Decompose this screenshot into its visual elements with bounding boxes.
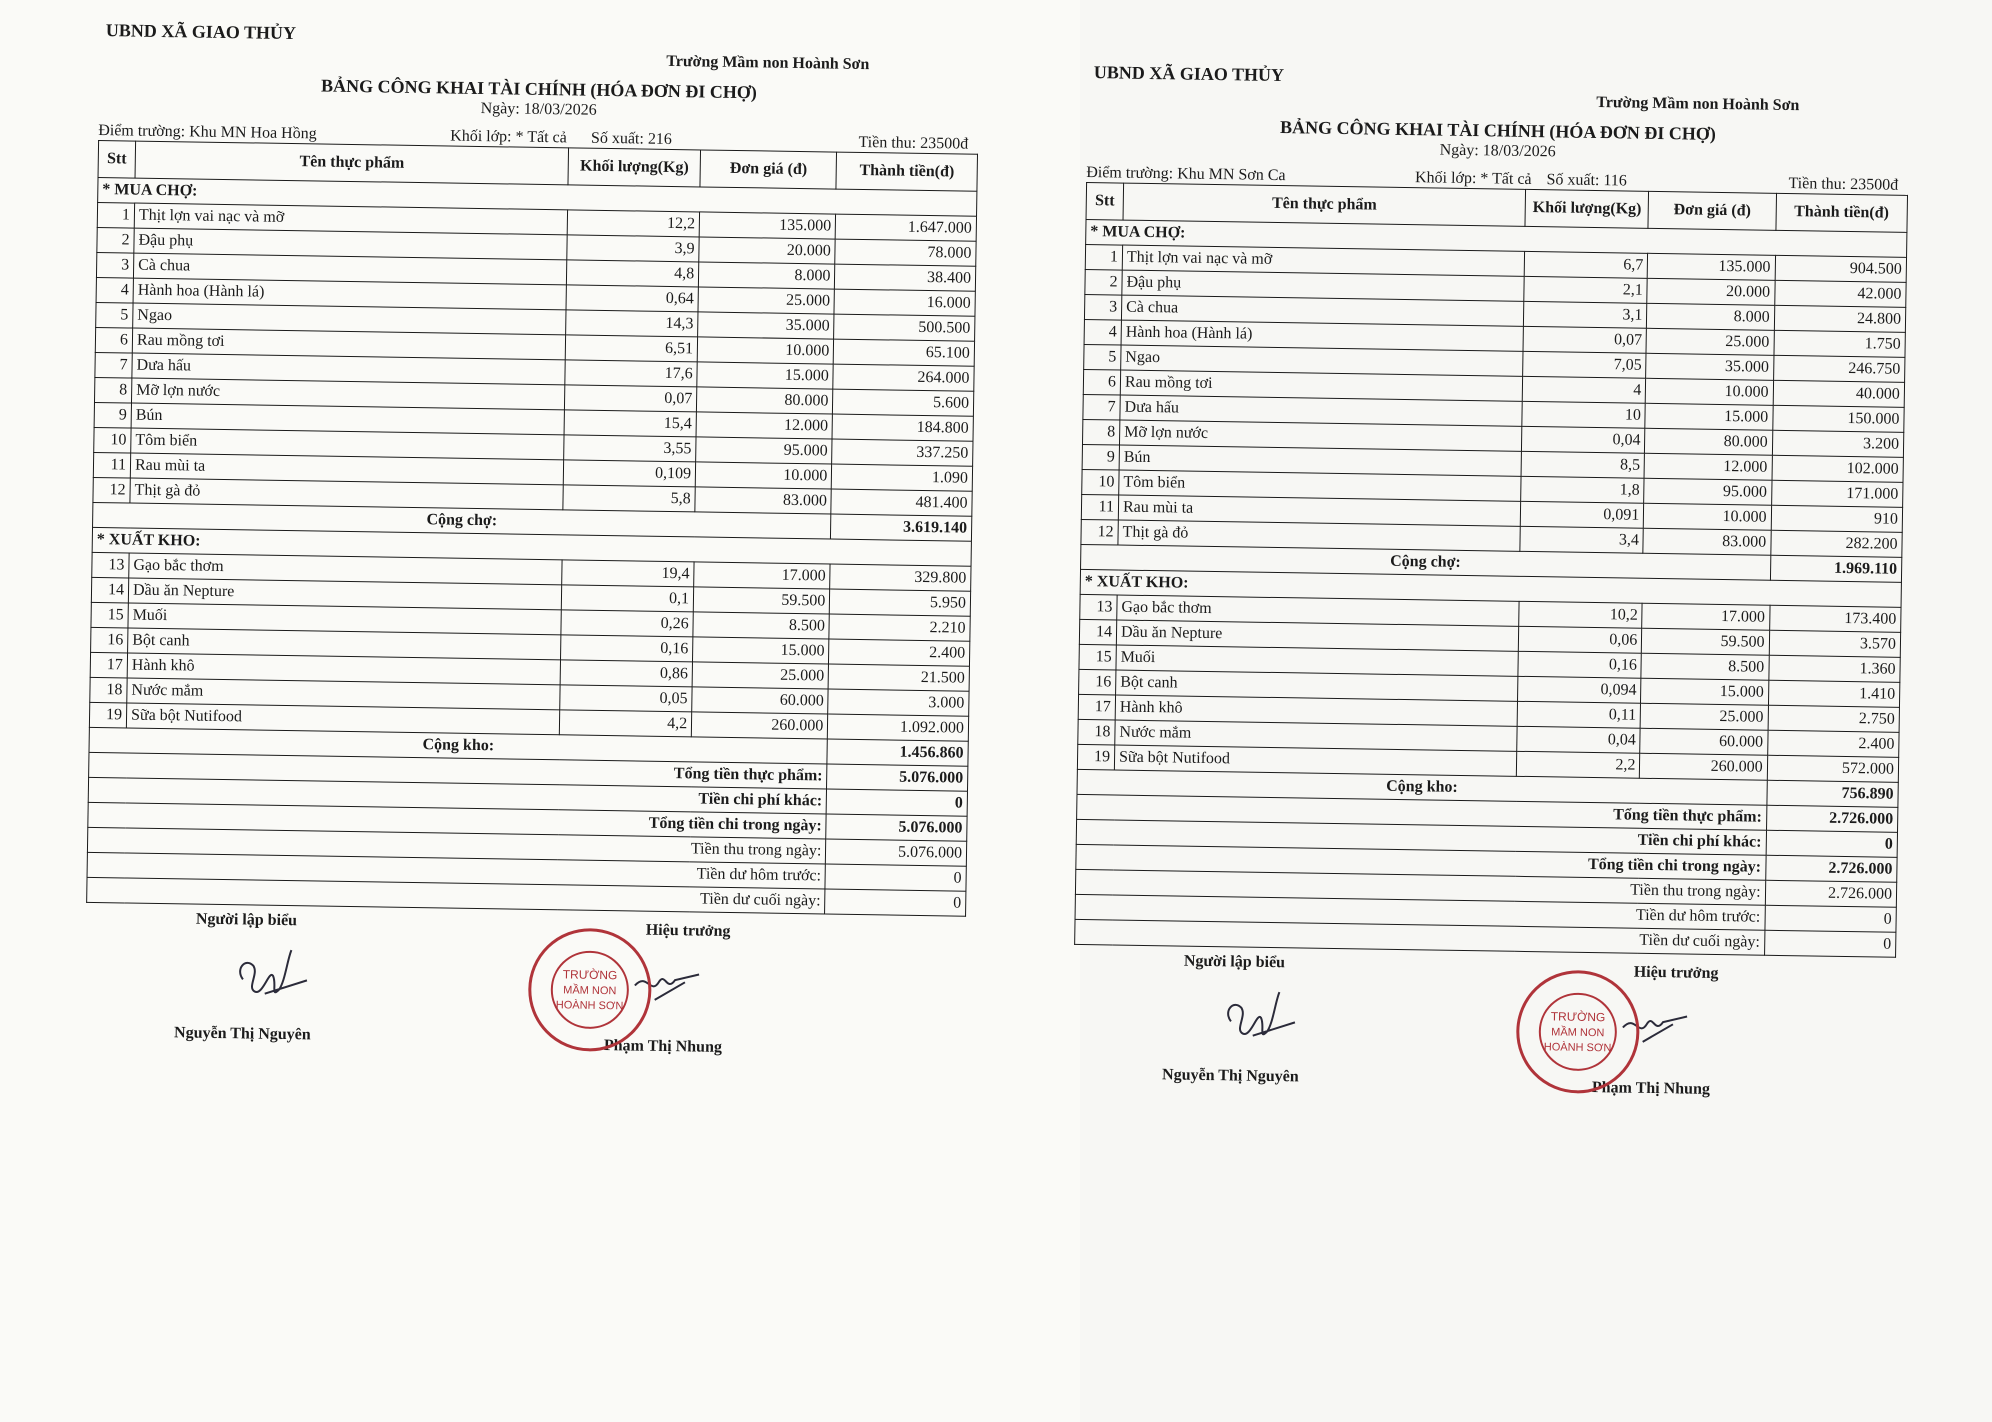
item-unit-price: 95.000: [696, 437, 833, 464]
campus-label: Điểm trường: Khu MN Sơn Ca: [1086, 163, 1286, 185]
item-quantity: 4,2: [560, 710, 692, 737]
item-quantity: 7,05: [1523, 351, 1647, 378]
item-amount: 1.750: [1774, 330, 1906, 357]
item-amount: 184.800: [832, 414, 973, 441]
fee-per-portion: Tiền thu: 23500đ: [858, 133, 969, 153]
item-quantity: 2,1: [1524, 276, 1648, 303]
item-name: Thịt gà đỏ: [1118, 520, 1521, 551]
item-unit-price: 35.000: [1646, 353, 1774, 380]
item-stt: 1: [1085, 244, 1122, 270]
summary-value: 5.076.000: [826, 814, 967, 841]
item-name: Mỡ lợn nước: [131, 378, 565, 410]
item-name: Dầu ăn Nepture: [1116, 620, 1519, 651]
item-stt: 14: [91, 577, 128, 603]
item-amount: 2.400: [829, 639, 970, 666]
item-name: Hành hoa (Hành lá): [133, 278, 567, 310]
item-name: Gạo bắc thơm: [129, 553, 563, 585]
header-quantity: Khối lượng(Kg): [1525, 189, 1649, 228]
item-quantity: 0,07: [565, 385, 697, 412]
item-name: Sữa bột Nutifood: [126, 703, 560, 735]
item-stt: 7: [1083, 394, 1120, 420]
preparer-signature: [224, 939, 315, 1015]
stamp-text: HOÀNH SƠN: [1543, 1041, 1612, 1055]
item-stt: 8: [94, 377, 131, 403]
item-amount: 246.750: [1773, 355, 1905, 382]
item-stt: 16: [1079, 669, 1116, 695]
item-name: Ngao: [133, 303, 567, 335]
item-amount: 1.360: [1769, 655, 1901, 682]
item-quantity: 3,4: [1520, 526, 1644, 553]
campus-label: Điểm trường: Khu MN Hoa Hồng: [98, 121, 317, 143]
item-amount: 150.000: [1772, 405, 1904, 432]
item-stt: 3: [96, 252, 133, 278]
summary-value: 0: [826, 789, 967, 816]
item-unit-price: 8.500: [1641, 653, 1769, 680]
item-amount: 2.750: [1768, 705, 1900, 732]
item-quantity: 19,4: [562, 560, 694, 587]
item-amount: 65.100: [834, 339, 975, 366]
summary-value: 5.076.000: [826, 839, 967, 866]
item-quantity: 0,11: [1517, 701, 1641, 728]
item-stt: 10: [1082, 469, 1119, 495]
summary-value: 0: [1765, 905, 1897, 932]
finance-document-son-ca: [1071, 62, 1909, 1128]
header-food-name: Tên thực phẩm: [135, 141, 569, 185]
item-stt: 9: [94, 402, 131, 428]
item-amount: 21.500: [828, 664, 969, 691]
summary-value: 0: [1764, 930, 1896, 957]
item-stt: 9: [1082, 444, 1119, 470]
item-quantity: 0,07: [1523, 326, 1647, 353]
subtotal-label: Cộng chợ:: [1081, 544, 1771, 580]
item-quantity: 0,86: [560, 660, 692, 687]
signature-area: [83, 903, 966, 1087]
principal-title: Hiệu trưởng: [1633, 963, 1719, 983]
stamp-text: MẦM NON: [563, 984, 617, 998]
item-unit-price: 35.000: [698, 312, 835, 339]
item-unit-price: 17.000: [1642, 603, 1770, 630]
school-name: Trường Mầm non Hoành Sơn: [666, 52, 870, 74]
preparer-name: Nguyễn Thị Nguyên: [1161, 1066, 1299, 1086]
school-stamp: [1512, 966, 1644, 1098]
item-amount: 16.000: [834, 289, 975, 316]
header-amount: Thành tiền(đ): [1776, 193, 1908, 232]
item-unit-price: 10.000: [1646, 378, 1774, 405]
item-unit-price: 15.000: [1641, 678, 1769, 705]
item-name: Hành hoa (Hành lá): [1121, 320, 1524, 351]
item-stt: 7: [95, 352, 132, 378]
summary-label: Tiền thu trong ngày:: [1075, 869, 1765, 905]
item-name: Muối: [128, 603, 562, 635]
item-name: Cà chua: [1121, 295, 1524, 326]
item-quantity: 0,06: [1519, 626, 1643, 653]
document-date: Ngày: 18/03/2026: [1439, 141, 1556, 161]
item-unit-price: 10.000: [697, 337, 834, 364]
summary-value: 0: [1766, 830, 1898, 857]
subtotal-label: Cộng chợ:: [93, 502, 832, 539]
section-label: * XUẤT KHO:: [92, 527, 971, 566]
item-stt: 10: [94, 427, 131, 453]
item-amount: 3.000: [828, 689, 969, 716]
summary-value: 2.726.000: [1766, 805, 1898, 832]
item-name: Tôm biển: [1119, 470, 1522, 501]
item-name: Tôm biển: [131, 428, 565, 460]
summary-label: Tiền chi phí khác:: [88, 777, 827, 814]
item-amount: 481.400: [831, 489, 972, 516]
ledger-table: [86, 140, 978, 917]
item-stt: 17: [90, 652, 127, 678]
item-unit-price: 8.000: [1647, 303, 1775, 330]
summary-label: Tổng tiền chi trong ngày:: [88, 802, 827, 839]
finance-document-hoa-hong: [83, 20, 979, 1087]
item-unit-price: 15.000: [697, 362, 834, 389]
item-unit-price: 12.000: [696, 412, 833, 439]
summary-value: 0: [825, 864, 966, 891]
item-name: Gạo bắc thơm: [1117, 595, 1520, 626]
stamp-text: TRƯỜNG: [562, 967, 618, 983]
item-stt: 16: [91, 627, 128, 653]
item-amount: 2.400: [1767, 730, 1899, 757]
item-quantity: 0,16: [561, 635, 693, 662]
item-unit-price: 135.000: [1648, 253, 1776, 280]
item-unit-price: 25.000: [1640, 703, 1768, 730]
item-name: Rau mùi ta: [130, 453, 564, 485]
item-quantity: 0,091: [1521, 501, 1645, 528]
item-name: Thịt gà đỏ: [130, 478, 564, 510]
item-amount: 5.950: [830, 589, 971, 616]
item-quantity: 2,2: [1517, 751, 1641, 778]
item-name: Dưa hấu: [1120, 395, 1523, 426]
item-amount: 329.800: [830, 564, 971, 591]
item-stt: 18: [1078, 719, 1115, 745]
grade-label: Khối lớp: * Tất cả: [1414, 169, 1532, 188]
item-amount: 38.400: [835, 264, 976, 291]
item-amount: 24.800: [1774, 305, 1906, 332]
item-amount: 904.500: [1775, 255, 1907, 282]
item-unit-price: 20.000: [1647, 278, 1775, 305]
item-stt: 17: [1078, 694, 1115, 720]
issuing-unit: UBND XÃ GIAO THỦY: [1093, 62, 1285, 86]
item-amount: 1.092.000: [828, 714, 969, 741]
item-amount: 3.570: [1769, 630, 1901, 657]
item-unit-price: 17.000: [694, 562, 831, 589]
summary-label: Tổng tiền thực phẩm:: [1077, 794, 1767, 830]
item-stt: 8: [1082, 419, 1119, 445]
school-name: Trường Mầm non Hoành Sơn: [1596, 93, 1800, 115]
item-quantity: 3,9: [567, 235, 699, 262]
summary-label: Tổng tiền chi trong ngày:: [1076, 844, 1766, 880]
item-unit-price: 80.000: [697, 387, 834, 414]
item-name: Dầu ăn Nepture: [128, 578, 562, 610]
item-unit-price: 59.500: [1642, 628, 1770, 655]
item-quantity: 0,094: [1518, 676, 1642, 703]
portion-count: Số xuất: 216: [590, 129, 673, 148]
item-quantity: 0,26: [561, 610, 693, 637]
item-amount: 42.000: [1774, 280, 1906, 307]
item-stt: 11: [93, 452, 130, 478]
preparer-signature: [1212, 981, 1303, 1057]
item-quantity: 3,1: [1524, 301, 1648, 328]
section-label: * XUẤT KHO:: [1080, 569, 1901, 607]
subtotal-value: 1.969.110: [1770, 555, 1902, 582]
item-name: Nước mắm: [1115, 720, 1518, 751]
item-quantity: 14,3: [566, 310, 698, 337]
item-name: Rau mồng tơi: [1120, 370, 1523, 401]
item-unit-price: 10.000: [1644, 503, 1772, 530]
item-unit-price: 59.500: [693, 587, 830, 614]
item-amount: 1.647.000: [836, 214, 977, 241]
item-unit-price: 260.000: [1640, 753, 1768, 780]
summary-value: 5.076.000: [827, 764, 968, 791]
item-quantity: 17,6: [565, 360, 697, 387]
item-name: Bún: [1119, 445, 1522, 476]
stamp-text: MẦM NON: [1551, 1026, 1605, 1040]
ledger-table: [1074, 182, 1908, 958]
header-unit-price: Đơn giá (đ): [1648, 191, 1776, 230]
item-stt: 15: [91, 602, 128, 628]
summary-label: Tiền dư hôm trước:: [87, 852, 826, 889]
item-quantity: 0,64: [566, 285, 698, 312]
item-stt: 3: [1084, 294, 1121, 320]
item-quantity: 0,04: [1517, 726, 1641, 753]
header-amount: Thành tiền(đ): [836, 152, 977, 191]
item-stt: 19: [1077, 744, 1114, 770]
item-unit-price: 12.000: [1644, 453, 1772, 480]
item-stt: 12: [1081, 519, 1118, 545]
item-unit-price: 10.000: [695, 462, 832, 489]
item-name: Đậu phụ: [1122, 270, 1525, 301]
item-unit-price: 20.000: [699, 237, 836, 264]
item-name: Mỡ lợn nước: [1119, 420, 1522, 451]
summary-label: Tiền dư cuối ngày:: [87, 877, 826, 914]
item-quantity: 0,05: [560, 685, 692, 712]
section-label: * MUA CHỢ:: [1086, 219, 1907, 257]
item-quantity: 6,51: [566, 335, 698, 362]
item-name: Rau mồng tơi: [132, 328, 566, 360]
fee-per-portion: Tiền thu: 23500đ: [1788, 175, 1899, 194]
principal-name: Phạm Thị Nhung: [1591, 1079, 1711, 1098]
subtotal-value: 1.456.860: [827, 739, 968, 766]
item-amount: 40.000: [1773, 380, 1905, 407]
document-title: BẢNG CÔNG KHAI TÀI CHÍNH (HÓA ĐƠN ĐI CHỢ): [1279, 117, 1716, 144]
item-quantity: 12,2: [567, 210, 699, 237]
summary-label: Tiền dư hôm trước:: [1075, 894, 1765, 930]
item-amount: 102.000: [1772, 455, 1904, 482]
item-stt: 5: [96, 302, 133, 328]
item-quantity: 0,1: [562, 585, 694, 612]
item-unit-price: 8.000: [699, 262, 836, 289]
item-unit-price: 15.000: [1645, 403, 1773, 430]
item-stt: 5: [1084, 344, 1121, 370]
item-quantity: 0,109: [564, 460, 696, 487]
item-amount: 2.210: [829, 614, 970, 641]
item-stt: 19: [89, 702, 126, 728]
item-amount: 264.000: [833, 364, 974, 391]
item-quantity: 4: [1522, 376, 1646, 403]
document-date: Ngày: 18/03/2026: [480, 99, 597, 119]
item-amount: 910: [1771, 505, 1903, 532]
item-unit-price: 25.000: [692, 662, 829, 689]
item-name: Hành khô: [127, 653, 561, 685]
subtotal-value: 756.890: [1767, 780, 1899, 807]
item-stt: 14: [1079, 619, 1116, 645]
item-name: Thịt lợn vai nạc và mỡ: [134, 203, 568, 235]
item-amount: 78.000: [835, 239, 976, 266]
item-unit-price: 80.000: [1645, 428, 1773, 455]
item-name: Thịt lợn vai nạc và mỡ: [1122, 245, 1525, 276]
item-stt: 11: [1081, 494, 1118, 520]
item-quantity: 10,2: [1519, 601, 1643, 628]
stamp-text: HOÀNH SƠN: [555, 999, 624, 1013]
item-unit-price: 60.000: [692, 687, 829, 714]
summary-value: 2.726.000: [1765, 880, 1897, 907]
signature-area: [1071, 945, 1896, 1128]
item-name: Hành khô: [1115, 695, 1518, 726]
header-stt: Stt: [98, 140, 136, 178]
item-amount: 5.600: [833, 389, 974, 416]
subtotal-label: Cộng kho:: [89, 727, 828, 764]
item-amount: 282.200: [1770, 530, 1902, 557]
summary-value: 0: [825, 889, 966, 916]
subtotal-value: 3.619.140: [831, 514, 972, 541]
header-quantity: Khối lượng(Kg): [568, 148, 700, 187]
item-unit-price: 8.500: [693, 612, 830, 639]
item-stt: 6: [95, 327, 132, 353]
item-amount: 3.200: [1772, 430, 1904, 457]
item-name: Dưa hấu: [132, 353, 566, 385]
item-unit-price: 83.000: [695, 487, 832, 514]
header-stt: Stt: [1086, 182, 1124, 220]
item-stt: 13: [92, 552, 129, 578]
item-amount: 572.000: [1767, 755, 1899, 782]
item-unit-price: 95.000: [1644, 478, 1772, 505]
item-stt: 4: [96, 277, 133, 303]
item-quantity: 8,5: [1521, 451, 1645, 478]
summary-label: Tiền dư cuối ngày:: [1075, 919, 1765, 955]
item-unit-price: 15.000: [693, 637, 830, 664]
item-quantity: 1,8: [1521, 476, 1645, 503]
item-name: Bột canh: [128, 628, 562, 660]
stamp-text: TRƯỜNG: [1550, 1009, 1606, 1025]
item-stt: 2: [1085, 269, 1122, 295]
item-name: Rau mùi ta: [1118, 495, 1521, 526]
item-stt: 12: [93, 477, 130, 503]
summary-label: Tổng tiền thực phẩm:: [89, 752, 828, 789]
header-food-name: Tên thực phẩm: [1123, 183, 1526, 226]
item-quantity: 4,8: [567, 260, 699, 287]
item-name: Nước mắm: [127, 678, 561, 710]
item-amount: 1.410: [1768, 680, 1900, 707]
subtotal-label: Cộng kho:: [1077, 769, 1767, 805]
item-amount: 500.500: [834, 314, 975, 341]
item-name: Sữa bột Nutifood: [1114, 745, 1517, 776]
item-unit-price: 25.000: [1646, 328, 1774, 355]
item-quantity: 6,7: [1524, 251, 1648, 278]
item-stt: 6: [1083, 369, 1120, 395]
item-unit-price: 260.000: [691, 712, 828, 739]
item-stt: 4: [1084, 319, 1121, 345]
item-name: Cà chua: [133, 253, 567, 285]
item-unit-price: 135.000: [699, 212, 836, 239]
item-quantity: 5,8: [563, 485, 695, 512]
issuing-unit: UBND XÃ GIAO THỦY: [105, 20, 297, 44]
item-name: Bún: [131, 403, 565, 435]
principal-name: Phạm Thị Nhung: [603, 1037, 723, 1056]
item-quantity: 10: [1522, 401, 1646, 428]
summary-value: 2.726.000: [1765, 855, 1897, 882]
document-title: BẢNG CÔNG KHAI TÀI CHÍNH (HÓA ĐƠN ĐI CHỢ): [320, 75, 757, 103]
item-unit-price: 25.000: [698, 287, 835, 314]
item-quantity: 0,16: [1518, 651, 1642, 678]
summary-label: Tiền thu trong ngày:: [87, 827, 826, 864]
item-name: Muối: [1116, 645, 1519, 676]
item-quantity: 3,55: [564, 435, 696, 462]
item-name: Bột canh: [1116, 670, 1519, 701]
item-amount: 337.250: [832, 439, 973, 466]
summary-label: Tiền chi phí khác:: [1076, 819, 1766, 855]
item-quantity: 15,4: [564, 410, 696, 437]
principal-title: Hiệu trưởng: [645, 921, 731, 941]
item-stt: 1: [97, 202, 134, 228]
preparer-name: Nguyễn Thị Nguyên: [173, 1024, 311, 1044]
section-label: * MUA CHỢ:: [98, 177, 977, 216]
item-stt: 15: [1079, 644, 1116, 670]
item-quantity: 0,04: [1522, 426, 1646, 453]
item-stt: 13: [1080, 594, 1117, 620]
item-stt: 18: [90, 677, 127, 703]
item-unit-price: 60.000: [1640, 728, 1768, 755]
item-name: Đậu phụ: [134, 228, 568, 260]
portion-count: Số xuất: 116: [1546, 171, 1627, 190]
item-unit-price: 83.000: [1643, 528, 1771, 555]
item-name: Ngao: [1121, 345, 1524, 376]
item-stt: 2: [97, 227, 134, 253]
item-amount: 1.090: [832, 464, 973, 491]
header-unit-price: Đơn giá (đ): [700, 150, 837, 189]
item-amount: 173.400: [1769, 605, 1901, 632]
school-stamp: [524, 924, 656, 1056]
grade-label: Khối lớp: * Tất cả: [450, 127, 567, 147]
item-amount: 171.000: [1771, 480, 1903, 507]
preparer-title: Người lập biểu: [1183, 952, 1286, 972]
preparer-title: Người lập biểu: [195, 910, 298, 930]
